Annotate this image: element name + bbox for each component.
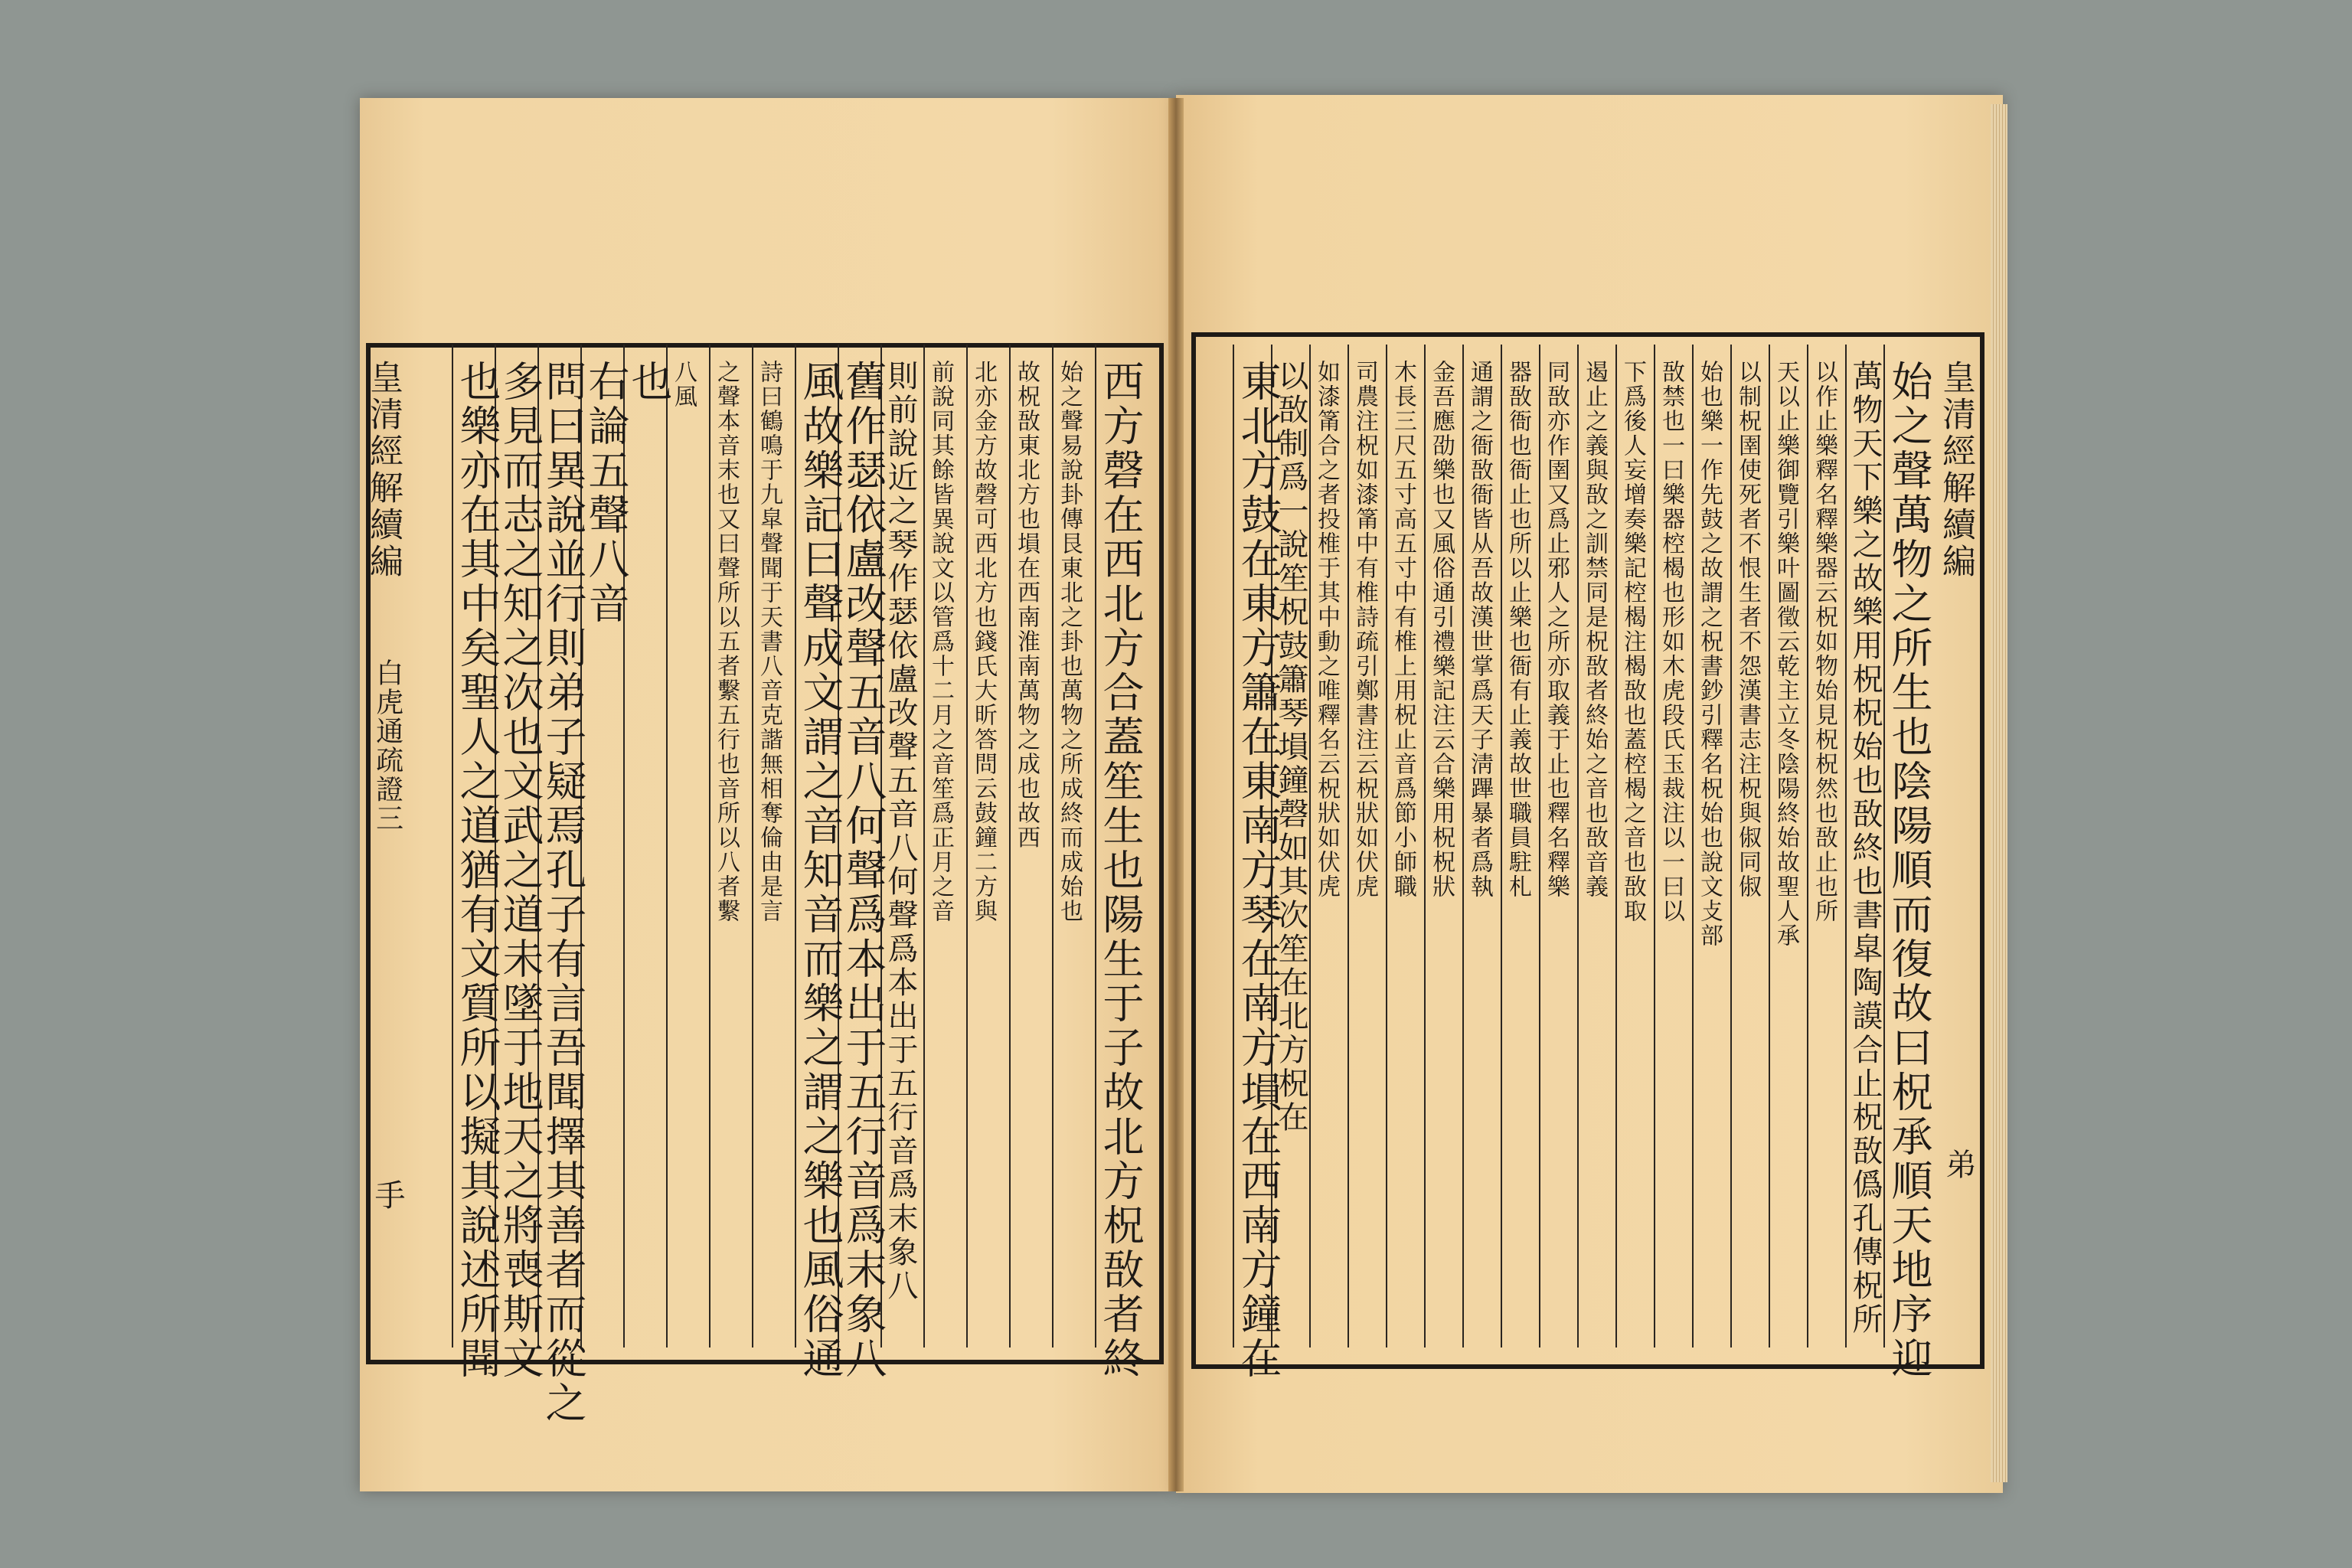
right-column-rule xyxy=(1309,345,1311,1348)
right-column-rule xyxy=(1769,345,1770,1348)
right-column-rule xyxy=(1501,345,1502,1348)
left-column-rule xyxy=(923,345,925,1348)
right-column-rule xyxy=(1730,345,1732,1348)
left-text-column: 舊作瑟依盧改聲五音八何聲爲本出于五行音爲末象八 xyxy=(839,360,887,1381)
right-margin-title: 皇清經解續編 xyxy=(1936,360,1975,580)
right-text-column: 器敔衙也衙止也所以止樂也衙有止義故世職員駐札 xyxy=(1504,360,1531,899)
right-column-rule xyxy=(1539,345,1540,1348)
right-column-rule xyxy=(1577,345,1579,1348)
left-column-rule xyxy=(452,345,453,1348)
left-text-column: 問曰異說並行則弟子疑焉孔子有言吾聞擇其善者而從之 xyxy=(539,360,587,1426)
right-text-column: 通謂之衙敔衙皆从吾故漢世掌爲天子淸蹕暴者爲執 xyxy=(1466,360,1493,899)
left-margin-subtitle: 白虎通疏證三 xyxy=(371,658,403,833)
right-column-rule xyxy=(1654,345,1655,1348)
left-text-column: 八風 xyxy=(670,360,697,409)
page-edges xyxy=(1991,104,2007,1482)
left-text-column: 則前說近之琴作瑟依盧改聲五音八何聲爲本出于五行音爲末象八 xyxy=(883,360,918,1303)
right-text-column: 始也樂一作先鼓之故謂之柷書鈔引釋名柷始也說文攴部 xyxy=(1696,360,1723,948)
left-text-column: 北亦金方故磬可西北方也錢氏大昕答問云鼓鐘二方與 xyxy=(970,360,997,923)
left-page-number: 手 xyxy=(370,1179,405,1213)
left-text-column: 詩曰鶴鳴于九皐聲聞于天書八音克諧無相奪倫由是言 xyxy=(756,360,782,923)
left-text-column: 前說同其餘皆異說文以管爲十二月之音笙爲正月之音 xyxy=(927,360,954,923)
right-text-column: 司農注柷如漆筩中有椎詩疏引鄭書注云柷狀如伏虎 xyxy=(1351,360,1378,899)
right-page-number: 弟 xyxy=(1941,1148,1976,1182)
right-column-rule xyxy=(1615,345,1617,1348)
left-column-rule xyxy=(752,345,753,1348)
right-text-column: 萬物天下樂之故樂用柷柷始也敔終也書皐陶謨合止柷敔僞孔傳柷所 xyxy=(1847,360,1883,1337)
right-column-rule xyxy=(1807,345,1808,1348)
right-text-column: 同敔亦作圉又爲止邪人之所亦取義于止也釋名釋樂 xyxy=(1543,360,1570,899)
left-text-column: 西方磬在西北方合蓋笙生也陽生于子故北方柷敔者終 xyxy=(1096,360,1145,1381)
right-text-column: 如漆筩合之者投椎于其中動之唯釋名云柷狀如伏虎 xyxy=(1313,360,1340,899)
right-column-rule xyxy=(1845,345,1847,1348)
right-text-column: 天以止樂御覽引樂叶圖徵云乾主立冬陰陽終始故聖人承 xyxy=(1772,360,1799,948)
right-column-rule xyxy=(1348,345,1349,1348)
left-text-column: 也 xyxy=(625,360,673,404)
left-column-rule xyxy=(795,345,796,1348)
left-column-rule xyxy=(709,345,710,1348)
right-text-column: 東北方鼓在東方簫在東南方琴在南方塤在西南方鐘在 xyxy=(1234,360,1282,1381)
right-text-column: 始之聲萬物之所生也陰陽順而復故曰柷承順天地序迎 xyxy=(1885,360,1933,1381)
left-text-column: 風故樂記曰聲成文謂之音知音而樂之謂之樂也風俗通 xyxy=(796,360,844,1381)
right-column-rule xyxy=(1386,345,1387,1348)
left-column-rule xyxy=(1052,345,1054,1348)
right-text-column: 敔禁也一曰樂器椌楬也形如木虎段氏玉裁注以一曰以 xyxy=(1658,360,1684,923)
left-text-column: 之聲本音末也又曰聲所以五者繫五行也音所以八者繫 xyxy=(713,360,740,923)
left-text-column: 也樂亦在其中矣聖人之道猶有文質所以擬其說述所聞 xyxy=(453,360,501,1381)
right-text-column: 遏止之義與敔之訓禁同是柷敔者終始之音也敔音義 xyxy=(1581,360,1608,899)
right-column-rule xyxy=(1424,345,1426,1348)
right-text-column: 以制柷圉使死者不恨生者不怨漢書志注柷與俶同俶 xyxy=(1734,360,1761,899)
left-text-column: 故柷敔東北方也塤在西南淮南萬物之成也故西 xyxy=(1013,360,1040,850)
left-text-column: 右論五聲八音 xyxy=(582,360,630,626)
right-text-column: 下爲後人妄增奏樂記椌楬注楬敔也蓋椌楬之音也敔取 xyxy=(1619,360,1646,923)
left-column-rule xyxy=(1095,345,1096,1348)
right-column-rule xyxy=(1462,345,1464,1348)
right-text-column: 木長三尺五寸高五寸中有椎上用柷止音爲節小師職 xyxy=(1390,360,1416,899)
left-column-rule xyxy=(1009,345,1011,1348)
left-text-column: 始之聲易說卦傳艮東北之卦也萬物之所成終而成始也 xyxy=(1056,360,1083,923)
right-column-rule xyxy=(1233,345,1234,1348)
right-column-rule xyxy=(1692,345,1694,1348)
right-text-column: 金吾應劭樂也又風俗通引禮樂記注云合樂用柷柷狀 xyxy=(1428,360,1455,899)
right-text-column: 以作止樂釋名釋樂器云柷如物始見柷柷然也敔止也所 xyxy=(1811,360,1838,923)
left-column-rule xyxy=(966,345,968,1348)
right-text-column: 以敔制爲一說笙柷鼓簫琴塤鐘磬如其次笙在北方柷在 xyxy=(1273,360,1308,1135)
left-text-column: 多見而志之知之次也文武之道未墜于地天之將喪斯文 xyxy=(496,360,544,1381)
left-margin-title: 皇清經解續編 xyxy=(364,360,403,580)
book-spine xyxy=(1168,98,1184,1491)
right-column-rule xyxy=(1883,345,1885,1348)
